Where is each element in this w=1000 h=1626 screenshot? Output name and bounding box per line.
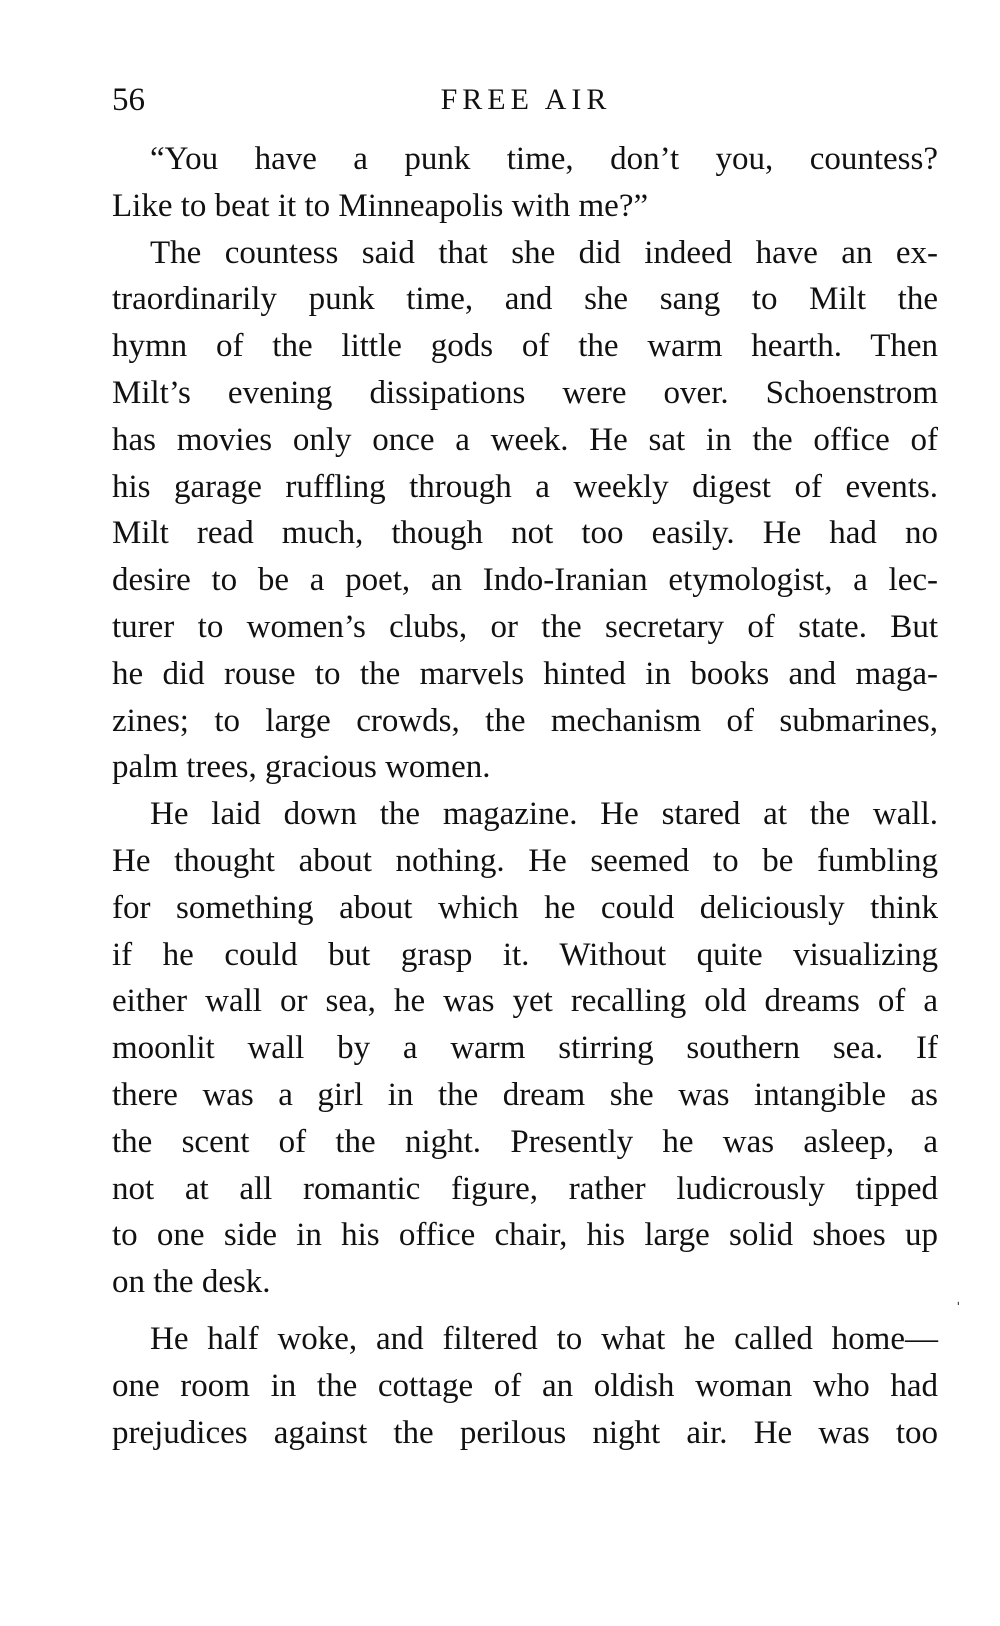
text-line: on the desk. — [112, 1264, 271, 1301]
text-line: The countess said that she did indeed have an ex- — [150, 234, 938, 271]
text-line: for something about which he could deliciously think — [112, 889, 938, 926]
text-line: prejudices against the perilous night air. He was too — [112, 1414, 938, 1451]
running-title: FREE AIR — [440, 83, 612, 116]
text-line: desire to be a poet, an Indo-Iranian etymologist, a lec- — [112, 562, 938, 599]
text-line: his garage ruffling through a weekly digest of events. — [112, 468, 938, 505]
paragraph — [112, 791, 938, 1306]
text-line: one room in the cottage of an oldish woman who had — [112, 1367, 938, 1404]
text-line: he did rouse to the marvels hinted in books and maga- — [112, 655, 938, 692]
text-line: moonlit wall by a warm stirring southern sea. If — [112, 1030, 938, 1067]
text-line: He half woke, and filtered to what he called home— — [150, 1320, 938, 1357]
text-line: either wall or sea, he was yet recalling old dreams of a — [112, 983, 938, 1020]
text-line: Milt read much, though not too easily. He had no — [112, 515, 938, 552]
text-line: to one side in his office chair, his large solid shoes up — [112, 1217, 938, 1254]
text-line: not at all romantic figure, rather ludicrously tipped — [112, 1170, 938, 1207]
paragraph — [112, 230, 938, 792]
text-line: traordinarily punk time, and she sang to Milt the — [112, 281, 938, 318]
page-number: 56 — [112, 82, 145, 118]
page-header — [112, 76, 940, 124]
page-body — [112, 136, 938, 1456]
text-line: turer to women’s clubs, or the secretary of state. But — [112, 608, 938, 645]
text-line: He laid down the magazine. He stared at the wall. — [150, 796, 938, 833]
text-line: Milt’s evening dissipations were over. Schoenstrom — [112, 374, 938, 411]
print-speck: ˈ — [955, 1299, 962, 1321]
paragraph — [112, 136, 938, 230]
text-line: if he could but grasp it. Without quite visualizing — [112, 936, 938, 973]
paragraph — [112, 1316, 938, 1456]
text-line: palm trees, gracious women. — [112, 749, 491, 786]
text-line: the scent of the night. Presently he was asleep, a — [112, 1123, 938, 1160]
text-line: He thought about nothing. He seemed to be fumbling — [112, 842, 938, 879]
text-line: there was a girl in the dream she was intangible as — [112, 1076, 938, 1113]
text-line: “You have a punk time, don’t you, countess? — [150, 141, 938, 177]
text-line: hymn of the little gods of the warm hearth. Then — [112, 328, 938, 365]
text-line: has movies only once a week. He sat in the office of — [112, 421, 938, 458]
text-line: Like to beat it to Minneapolis with me?” — [112, 187, 649, 224]
text-line: zines; to large crowds, the mechanism of submarines, — [112, 702, 938, 739]
